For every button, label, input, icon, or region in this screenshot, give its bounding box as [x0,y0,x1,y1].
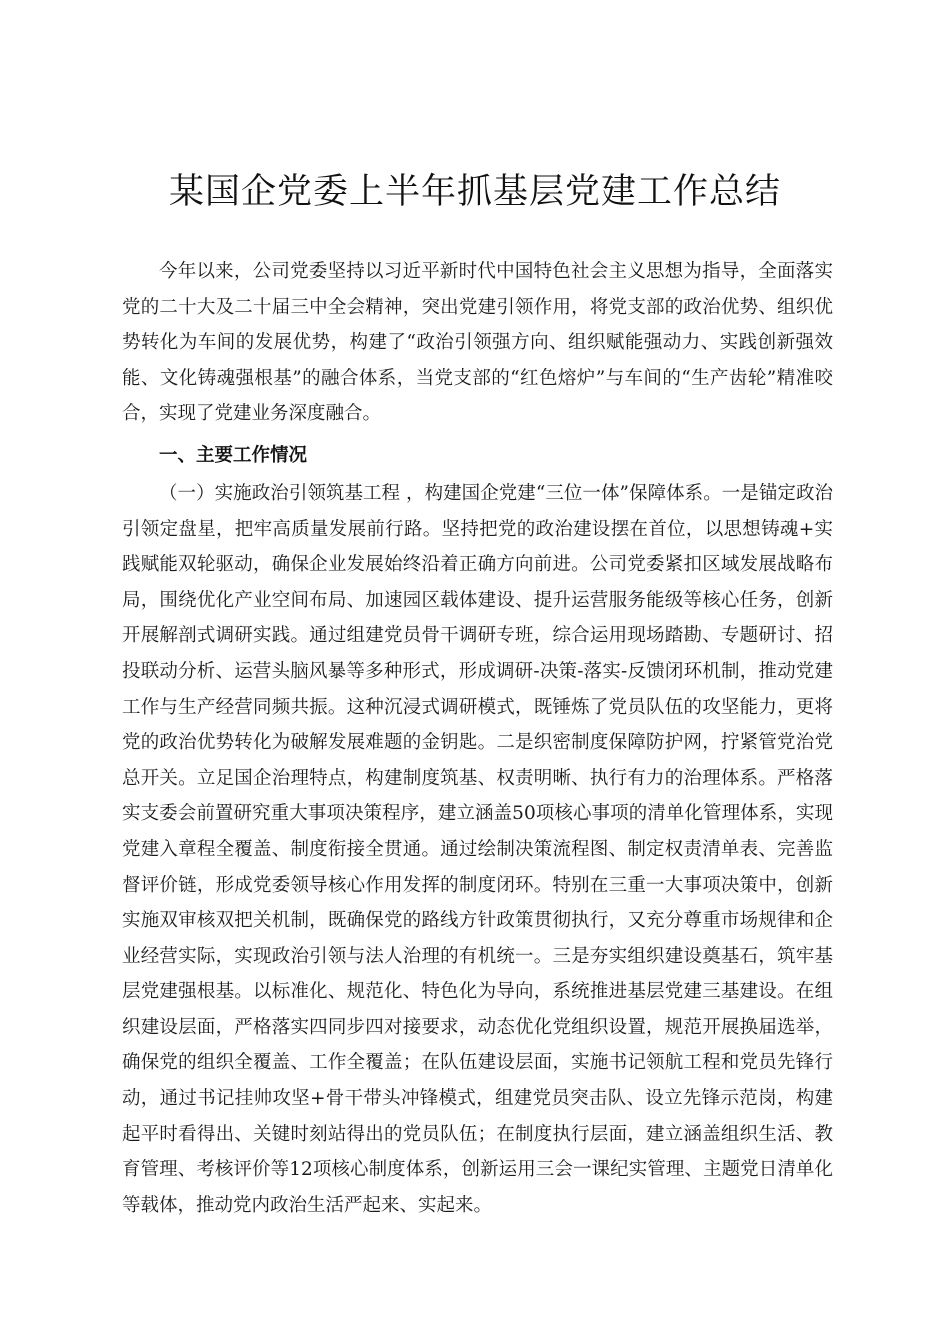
intro-paragraph: 今年以来，公司党委坚持以习近平新时代中国特色社会主义思想为指导，全面落实党的二十大及二十届三中全会精神，突出党建引领作用，将党支部的政治优势、组织优势转化为车间的发展优势，构建了“政治引领强方向、组织赋能强动力、实践创新强效能、文化铸魂强根基”的融合体系，当党支部的“红色熔炉”与车间的“生产齿轮”精准咬合，实现了党建业务深度融合。 [122,261,833,425]
document-body [122,254,833,1223]
section-paragraph: （一）实施政治引领筑基工程 ，构建国企党建“三位一体”保障体系。一是锚定政治引领定盘星，把牢高质量发展前行路。坚持把党的政治建设摆在首位，以思想铸魂+实践赋能双轮驱动，确保企业发展始终沿着正确方向前进。公司党委紧扣区域发展战略布局，围绕优化产业空间布局、加速园区载体建设、提升运营服务能级等核心任务，创新开展解剖式调研实践。通过组建党员骨干调研专班，综合运用现场踏勘、专题研讨、招投联动分析、运营头脑风暴等多种形式，形成调研-决策-落实-反馈闭环机制，推动党建工作与生产经营同频共振。这种沉浸式调研模式，既锤炼了党员队伍的攻坚能力，更将党的政治优势转化为破解发展难题的金钥匙。二是织密制度保障防护网，拧紧管党治党总开关。立足国企治理特点，构建制度筑基、权责明晰、执行有力的治理体系。严格落实支委会前置研究重大事项决策程序，建立涵盖50项核心事项的清单化管理体系，实现党建入章程全覆盖、制度衔接全贯通。通过绘制决策流程图、制定权责清单表、完善监督评价链，形成党委领导核心作用发挥的制度闭环。特别在三重一大事项决策中，创新实施双审核双把关机制，既确保党的路线方针政策贯彻执行，又充分尊重市场规律和企业经营实际，实现政治引领与法人治理的有机统一。三是夯实组织建设奠基石，筑牢基层党建强根基。以标准化、规范化、特色化为导向，系统推进基层党建三基建设。在组织建设层面，严格落实四同步四对接要求，动态优化党组织设置，规范开展换届选举，确保党的组织全覆盖、工作全覆盖；在队伍建设层面，实施书记领航工程和党员先锋行动，通过书记挂帅攻坚+骨干带头冲锋模式，组建党员突击队、设立先锋示范岗，构建起平时看得出、关键时刻站得出的党员队伍；在制度执行层面，建立涵盖组织生活、教育管理、考核评价等12项核心制度体系，创新运用三会一课纪实管理、主题党日清单化等载体，推动党内政治生活严起来、实起来。 [122,482,833,1216]
document-title: 某国企党委上半年抓基层党建工作总结 [168,172,781,212]
section-heading: 一、主要工作情况 [159,444,308,466]
